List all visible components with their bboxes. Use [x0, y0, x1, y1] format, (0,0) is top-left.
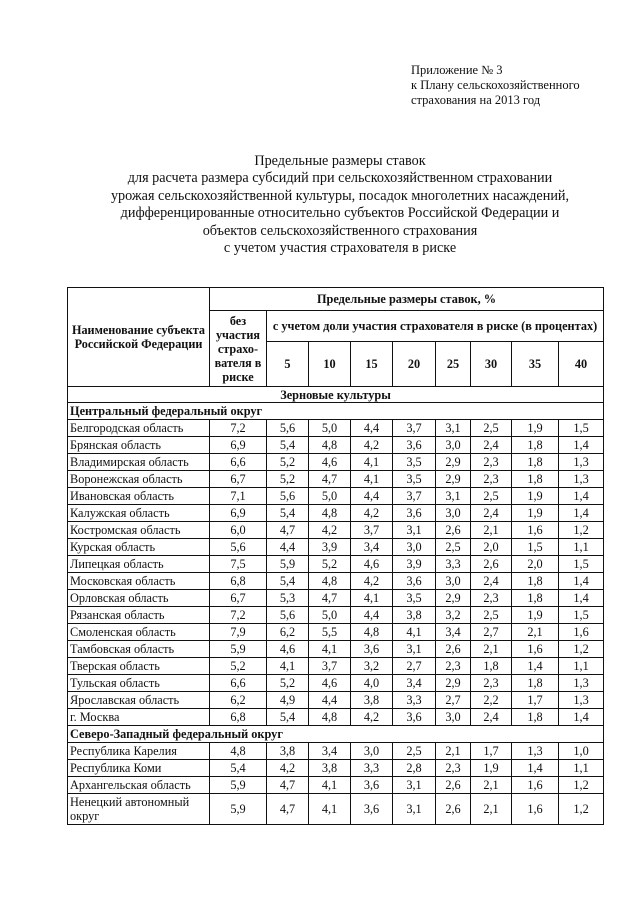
- rate-value: 5,9: [210, 641, 267, 658]
- rate-value: 4,6: [309, 675, 351, 692]
- rate-value: 2,3: [471, 590, 512, 607]
- rate-value: 3,1: [436, 420, 471, 437]
- table-row: [68, 420, 604, 437]
- rate-value: 3,6: [393, 437, 436, 454]
- rate-value: 4,8: [309, 573, 351, 590]
- rate-value: 1,4: [559, 573, 604, 590]
- rate-value: 2,1: [512, 624, 559, 641]
- rate-value: 4,1: [351, 590, 393, 607]
- region-name: Орловская область: [68, 590, 210, 607]
- region-name: Смоленская область: [68, 624, 210, 641]
- title-line: с учетом участия страхователя в риске: [223, 240, 457, 257]
- rate-value: 4,6: [351, 556, 393, 573]
- rate-value: 1,9: [512, 488, 559, 505]
- district-header: Северо-Западный федеральный округ: [68, 726, 604, 743]
- rate-value: 3,4: [351, 539, 393, 556]
- rate-value: 4,1: [351, 454, 393, 471]
- region-name: Тамбовская область: [68, 641, 210, 658]
- rate-value: 3,5: [393, 471, 436, 488]
- rate-value: 2,6: [471, 556, 512, 573]
- rate-value: 3,1: [436, 488, 471, 505]
- rate-value: 1,8: [512, 573, 559, 590]
- share-column-header: 30: [471, 342, 512, 387]
- rate-value: 2,6: [436, 777, 471, 794]
- rate-value: 1,0: [559, 743, 604, 760]
- rate-value: 3,6: [351, 641, 393, 658]
- rate-value: 2,1: [471, 641, 512, 658]
- rate-value: 2,6: [436, 641, 471, 658]
- rate-value: 4,6: [309, 454, 351, 471]
- rate-value: 5,3: [267, 590, 309, 607]
- rate-value: 3,9: [309, 539, 351, 556]
- rate-value: 4,2: [351, 573, 393, 590]
- rate-value: 3,6: [393, 505, 436, 522]
- table-row: [68, 607, 604, 624]
- rate-value: 3,6: [351, 794, 393, 825]
- rate-value: 1,6: [512, 641, 559, 658]
- rate-value: 2,0: [471, 539, 512, 556]
- appendix-note: [411, 63, 580, 108]
- rate-value: 1,4: [559, 488, 604, 505]
- region-name: Калужская область: [68, 505, 210, 522]
- rate-value: 2,9: [436, 454, 471, 471]
- rate-value: 2,8: [393, 760, 436, 777]
- rate-value: 6,6: [210, 454, 267, 471]
- rate-value: 3,8: [351, 692, 393, 709]
- rate-value: 5,2: [267, 454, 309, 471]
- rate-value: 1,3: [559, 692, 604, 709]
- rate-value: 5,4: [267, 437, 309, 454]
- rate-value: 2,0: [512, 556, 559, 573]
- rate-value: 1,8: [512, 471, 559, 488]
- rate-value: 6,8: [210, 709, 267, 726]
- table-row: [68, 539, 604, 556]
- rate-value: 1,3: [512, 743, 559, 760]
- rate-value: 5,6: [267, 420, 309, 437]
- rate-value: 3,1: [393, 777, 436, 794]
- rate-value: 1,2: [559, 641, 604, 658]
- title-line: урожая сельскохозяйственной культуры, посадок многолетних насаждений,: [110, 187, 570, 204]
- rate-value: 1,7: [471, 743, 512, 760]
- region-name: Ивановская область: [68, 488, 210, 505]
- share-column-header: 10: [309, 342, 351, 387]
- region-name: Брянская область: [68, 437, 210, 454]
- title-line: объектов сельскохозяйственного страхования: [202, 222, 478, 239]
- rate-value: 1,6: [512, 777, 559, 794]
- with-share-header: с учетом доли участия страхователя в риске (в процентах): [267, 311, 604, 342]
- rate-value: 2,1: [471, 522, 512, 539]
- rate-value: 5,2: [210, 658, 267, 675]
- rate-value: 3,6: [393, 709, 436, 726]
- table-row: [68, 556, 604, 573]
- table-row: [68, 658, 604, 675]
- rate-value: 6,0: [210, 522, 267, 539]
- table-row: [68, 437, 604, 454]
- rates-table: [67, 287, 604, 825]
- rate-value: 5,6: [267, 488, 309, 505]
- rate-value: 2,2: [471, 692, 512, 709]
- rate-value: 2,4: [471, 573, 512, 590]
- title-line: Предельные размеры ставок: [254, 153, 426, 169]
- district-header: Центральный федеральный округ: [68, 403, 604, 420]
- rate-value: 5,0: [309, 607, 351, 624]
- table-row: [68, 641, 604, 658]
- rate-value: 7,9: [210, 624, 267, 641]
- rate-value: 4,8: [210, 743, 267, 760]
- rate-value: 2,1: [436, 743, 471, 760]
- rate-value: 3,0: [351, 743, 393, 760]
- rate-value: 6,2: [267, 624, 309, 641]
- rate-value: 1,8: [512, 709, 559, 726]
- region-name: Архангельская область: [68, 777, 210, 794]
- rate-value: 1,4: [559, 709, 604, 726]
- rate-value: 5,4: [267, 505, 309, 522]
- region-name: Воронежская область: [68, 471, 210, 488]
- rate-value: 6,2: [210, 692, 267, 709]
- rate-value: 3,0: [436, 709, 471, 726]
- region-name: Республика Карелия: [68, 743, 210, 760]
- document-title: [60, 153, 620, 257]
- rate-value: 3,7: [393, 420, 436, 437]
- rate-value: 4,9: [267, 692, 309, 709]
- region-name: Тульская область: [68, 675, 210, 692]
- no-share-column-header: без участия страхо-вателя в риске: [210, 311, 267, 387]
- rate-value: 4,2: [351, 709, 393, 726]
- rate-value: 5,4: [267, 573, 309, 590]
- rate-value: 1,8: [512, 454, 559, 471]
- rate-value: 2,9: [436, 590, 471, 607]
- rate-value: 3,5: [393, 590, 436, 607]
- appendix-line: страхования на 2013 год: [411, 93, 541, 107]
- table-row: [68, 624, 604, 641]
- rate-value: 4,7: [267, 522, 309, 539]
- rate-value: 5,2: [267, 675, 309, 692]
- rate-value: 6,9: [210, 505, 267, 522]
- rate-value: 1,8: [512, 437, 559, 454]
- rate-value: 1,4: [559, 505, 604, 522]
- rate-value: 3,4: [436, 624, 471, 641]
- rate-value: 2,5: [471, 488, 512, 505]
- rate-value: 4,8: [309, 437, 351, 454]
- title-line: дифференцированные относительно субъектов Российской Федерации и: [120, 205, 560, 222]
- rate-value: 2,3: [471, 675, 512, 692]
- rate-value: 1,6: [559, 624, 604, 641]
- table-row: [68, 777, 604, 794]
- rate-value: 4,1: [309, 641, 351, 658]
- rate-value: 2,1: [471, 777, 512, 794]
- rate-value: 2,7: [393, 658, 436, 675]
- rate-value: 1,2: [559, 522, 604, 539]
- rate-value: 4,1: [393, 624, 436, 641]
- rate-value: 4,8: [351, 624, 393, 641]
- rate-value: 5,5: [309, 624, 351, 641]
- rate-value: 3,7: [393, 488, 436, 505]
- rate-value: 4,1: [267, 658, 309, 675]
- rate-value: 2,7: [471, 624, 512, 641]
- rate-value: 3,1: [393, 641, 436, 658]
- share-column-header: 20: [393, 342, 436, 387]
- rate-value: 1,5: [559, 420, 604, 437]
- rate-value: 1,3: [559, 675, 604, 692]
- rate-value: 5,6: [267, 607, 309, 624]
- rate-value: 3,7: [309, 658, 351, 675]
- rate-value: 5,9: [210, 794, 267, 825]
- share-column-header: 40: [559, 342, 604, 387]
- region-name: Республика Коми: [68, 760, 210, 777]
- rate-value: 3,0: [436, 437, 471, 454]
- rate-value: 4,8: [309, 709, 351, 726]
- region-name: г. Москва: [68, 709, 210, 726]
- rate-value: 3,2: [436, 607, 471, 624]
- table-row: [68, 454, 604, 471]
- region-name: Ненецкий автономный округ: [68, 794, 210, 825]
- rate-value: 7,5: [210, 556, 267, 573]
- region-name: Курская область: [68, 539, 210, 556]
- rate-value: 5,2: [309, 556, 351, 573]
- rate-value: 4,7: [309, 471, 351, 488]
- rate-value: 3,1: [393, 522, 436, 539]
- rate-value: 3,8: [267, 743, 309, 760]
- rate-value: 3,7: [351, 522, 393, 539]
- rate-value: 2,6: [436, 794, 471, 825]
- rate-value: 4,4: [267, 539, 309, 556]
- rate-value: 3,0: [436, 505, 471, 522]
- rate-value: 4,7: [267, 777, 309, 794]
- share-column-header: 5: [267, 342, 309, 387]
- rate-value: 1,1: [559, 539, 604, 556]
- table-row: [68, 471, 604, 488]
- rate-value: 4,2: [351, 505, 393, 522]
- rate-value: 1,8: [512, 590, 559, 607]
- rate-value: 2,6: [436, 522, 471, 539]
- rate-value: 4,0: [351, 675, 393, 692]
- table-row: [68, 675, 604, 692]
- rate-value: 5,0: [309, 420, 351, 437]
- rate-value: 3,2: [351, 658, 393, 675]
- rate-value: 3,1: [393, 794, 436, 825]
- rate-value: 1,2: [559, 794, 604, 825]
- rate-value: 4,1: [309, 794, 351, 825]
- rate-value: 1,1: [559, 658, 604, 675]
- table-row: [68, 590, 604, 607]
- rate-value: 4,2: [309, 522, 351, 539]
- rate-value: 1,6: [512, 522, 559, 539]
- rate-value: 6,8: [210, 573, 267, 590]
- rate-value: 1,4: [512, 658, 559, 675]
- rate-value: 1,8: [512, 675, 559, 692]
- rate-value: 4,4: [351, 420, 393, 437]
- rates-limits-header: Предельные размеры ставок, %: [210, 288, 604, 311]
- rate-value: 4,1: [351, 471, 393, 488]
- rate-value: 6,7: [210, 590, 267, 607]
- rate-value: 2,7: [436, 692, 471, 709]
- rate-value: 2,4: [471, 505, 512, 522]
- rate-value: 1,5: [512, 539, 559, 556]
- rate-value: 2,9: [436, 471, 471, 488]
- rate-value: 4,2: [351, 437, 393, 454]
- rate-value: 3,5: [393, 454, 436, 471]
- region-name: Костромская область: [68, 522, 210, 539]
- rate-value: 1,4: [559, 590, 604, 607]
- rate-value: 3,8: [393, 607, 436, 624]
- rate-value: 2,3: [471, 471, 512, 488]
- rate-value: 1,5: [559, 607, 604, 624]
- region-name: Ярославская область: [68, 692, 210, 709]
- rate-value: 3,3: [393, 692, 436, 709]
- table-row: [68, 709, 604, 726]
- rate-value: 5,9: [267, 556, 309, 573]
- table-row: [68, 488, 604, 505]
- rate-value: 3,9: [393, 556, 436, 573]
- share-column-header: 15: [351, 342, 393, 387]
- region-name: Рязанская область: [68, 607, 210, 624]
- rate-value: 2,5: [393, 743, 436, 760]
- rate-value: 4,4: [351, 488, 393, 505]
- rate-value: 2,5: [471, 420, 512, 437]
- rate-value: 4,1: [309, 777, 351, 794]
- rate-value: 1,9: [512, 420, 559, 437]
- region-name: Московская область: [68, 573, 210, 590]
- rate-value: 2,1: [471, 794, 512, 825]
- rate-value: 2,5: [471, 607, 512, 624]
- rate-value: 1,8: [471, 658, 512, 675]
- rate-value: 1,5: [559, 556, 604, 573]
- rate-value: 4,4: [351, 607, 393, 624]
- rate-value: 3,3: [351, 760, 393, 777]
- rate-value: 7,2: [210, 420, 267, 437]
- rate-value: 1,1: [559, 760, 604, 777]
- region-name: Липецкая область: [68, 556, 210, 573]
- rate-value: 5,0: [309, 488, 351, 505]
- title-line: для расчета размера субсидий при сельскохозяйственном страховании: [127, 170, 553, 187]
- rate-value: 5,2: [267, 471, 309, 488]
- rate-value: 4,7: [267, 794, 309, 825]
- rate-value: 2,4: [471, 437, 512, 454]
- table-row: [68, 760, 604, 777]
- rate-value: 2,3: [471, 454, 512, 471]
- rate-value: 1,4: [512, 760, 559, 777]
- rate-value: 6,7: [210, 471, 267, 488]
- rate-value: 1,7: [512, 692, 559, 709]
- appendix-line: к Плану сельскохозяйственного: [411, 78, 580, 92]
- rate-value: 6,6: [210, 675, 267, 692]
- rate-value: 4,2: [267, 760, 309, 777]
- rate-value: 1,4: [559, 437, 604, 454]
- rate-value: 3,3: [436, 556, 471, 573]
- rate-value: 1,2: [559, 777, 604, 794]
- rate-value: 1,9: [512, 607, 559, 624]
- appendix-line: Приложение № 3: [411, 63, 503, 77]
- share-column-header: 35: [512, 342, 559, 387]
- rate-value: 3,4: [309, 743, 351, 760]
- share-column-header: 25: [436, 342, 471, 387]
- rate-value: 4,7: [309, 590, 351, 607]
- rate-value: 3,0: [393, 539, 436, 556]
- rate-value: 3,4: [393, 675, 436, 692]
- table-row: [68, 794, 604, 825]
- rate-value: 2,5: [436, 539, 471, 556]
- table-row: [68, 505, 604, 522]
- rate-value: 5,4: [210, 760, 267, 777]
- rate-value: 7,1: [210, 488, 267, 505]
- rate-value: 2,9: [436, 675, 471, 692]
- rate-value: 5,6: [210, 539, 267, 556]
- rate-value: 3,0: [436, 573, 471, 590]
- rate-value: 1,9: [471, 760, 512, 777]
- rate-value: 1,3: [559, 454, 604, 471]
- region-name: Владимирская область: [68, 454, 210, 471]
- rate-value: 1,9: [512, 505, 559, 522]
- rate-value: 2,4: [471, 709, 512, 726]
- region-name: Тверская область: [68, 658, 210, 675]
- rate-value: 5,4: [267, 709, 309, 726]
- rate-value: 4,4: [309, 692, 351, 709]
- table-row: [68, 743, 604, 760]
- table-row: [68, 692, 604, 709]
- table-row: [68, 573, 604, 590]
- rate-value: 4,8: [309, 505, 351, 522]
- rate-value: 7,2: [210, 607, 267, 624]
- rate-value: 2,3: [436, 658, 471, 675]
- table-row: [68, 522, 604, 539]
- rate-value: 4,6: [267, 641, 309, 658]
- rate-value: 1,3: [559, 471, 604, 488]
- region-name: Белгородская область: [68, 420, 210, 437]
- rate-value: 2,3: [436, 760, 471, 777]
- section-title: Зерновые культуры: [68, 387, 604, 403]
- rate-value: 1,6: [512, 794, 559, 825]
- rate-value: 6,9: [210, 437, 267, 454]
- subject-column-header: Наименование субъекта Российской Федерации: [68, 288, 210, 387]
- rate-value: 3,8: [309, 760, 351, 777]
- rate-value: 3,6: [393, 573, 436, 590]
- rate-value: 5,9: [210, 777, 267, 794]
- rate-value: 3,6: [351, 777, 393, 794]
